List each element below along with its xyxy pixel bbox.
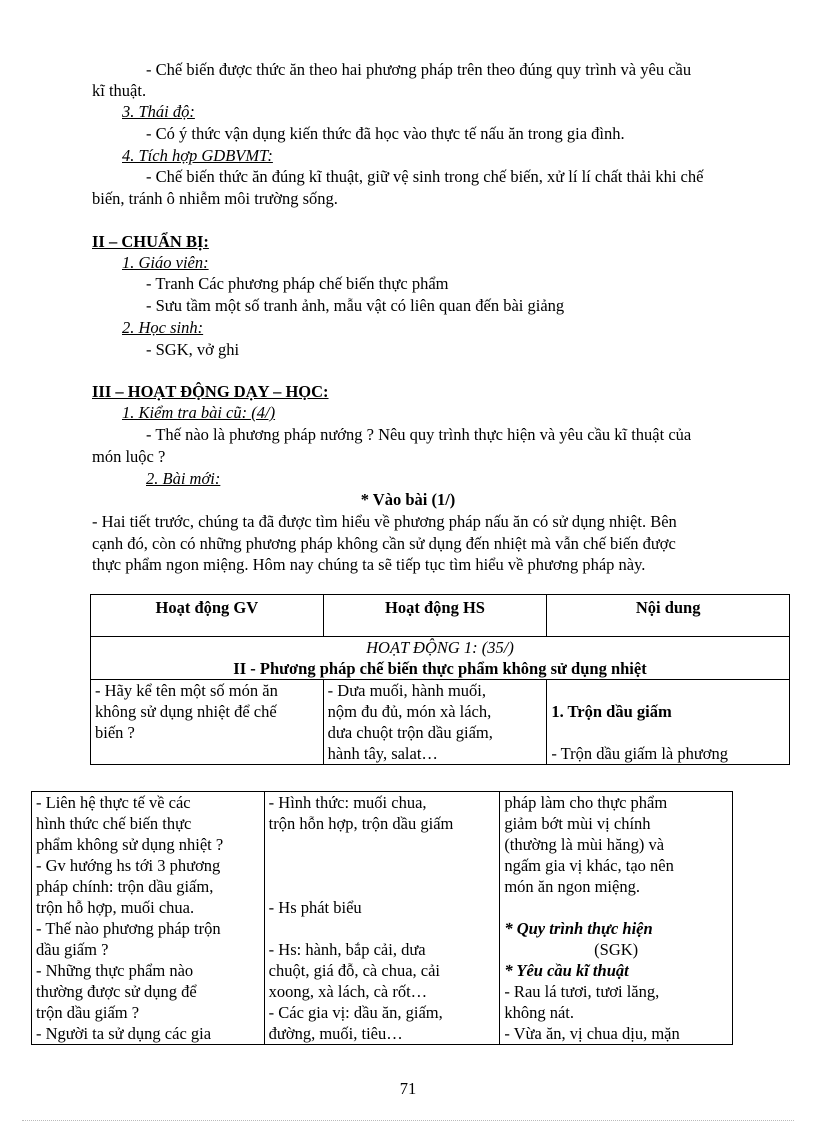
cell-line: - Hãy kể tên một số món ăn [95, 681, 278, 700]
cell-line: (thường là mùi hăng) và [504, 835, 665, 854]
cell-line: - Những thực phẩm nào [36, 961, 194, 980]
activity-title: HOẠT ĐỘNG 1: (35/) [366, 638, 514, 657]
cell-line: - Hs phát biểu [268, 898, 362, 917]
lesson-table-2 [31, 791, 733, 1045]
cell-line: - Rau lá tươi, tươi lăng, [504, 982, 660, 1001]
cell-line: trộn dầu giấm ? [36, 1003, 140, 1022]
lesson-table-1 [90, 594, 790, 765]
subheading-new-lesson: 2. Bài mới: [146, 469, 221, 488]
cell-line: pháp làm cho thực phẩm [504, 793, 668, 812]
cell-line: - Vừa ăn, vị chua dịu, mặn [504, 1024, 680, 1043]
subheading-student: 2. Học sinh: [122, 318, 204, 337]
text-line: - Chế biến được thức ăn theo hai phương pháp trên theo đúng quy trình và yêu cầu [146, 60, 692, 79]
cell-line: - Liên hệ thực tế về các [36, 793, 191, 812]
activity-header-cell [91, 637, 790, 680]
cell-line: dầu giấm ? [36, 940, 109, 959]
intro-heading: * Vào bài (1/) [360, 490, 456, 509]
cell-line: - Gv hướng hs tới 3 phương [36, 856, 221, 875]
text-line: - Có ý thức vận dụng kiến thức đã học vào thực tế nấu ăn trong gia đình. [146, 124, 625, 143]
activity-subtitle: II - Phương pháp chế biến thực phẩm không sử dụng nhiệt [233, 659, 647, 678]
subheading-review: 1. Kiểm tra bài cũ: (4/) [122, 403, 276, 422]
cell-line: dưa chuột trộn dầu giấm, [327, 723, 493, 742]
subheading-attitude: 3. Thái độ: [122, 102, 195, 121]
cell-line: ngấm gia vị khác, tạo nên [504, 856, 674, 875]
text-line: - Thế nào là phương pháp nướng ? Nêu quy trình thực hiện và yêu cầu kĩ thuật của [146, 425, 692, 444]
content-cell [547, 680, 790, 765]
page-number: 71 [399, 1079, 417, 1098]
text-line: kĩ thuật. [92, 81, 147, 100]
cell-line: - Người ta sử dụng các gia [36, 1024, 212, 1043]
cell-line: - Hs: hành, bắp cải, dưa [268, 940, 426, 959]
cell-line: pháp chính: trộn dầu giấm, [36, 877, 214, 896]
header-teacher-activity: Hoạt động GV [91, 595, 324, 637]
cell-line: món ăn ngon miệng. [504, 877, 640, 896]
subheading-integration: 4. Tích hợp GDBVMT: [122, 146, 273, 165]
cell-line: biến ? [95, 723, 135, 742]
student-cell [264, 792, 500, 1045]
text-line: - Sưu tầm một số tranh ảnh, mẫu vật có liên quan đến bài giảng [146, 296, 565, 315]
process-heading: * Quy trình thực hiện [504, 919, 653, 938]
cell-line: - Trộn dầu giấm là phương [551, 744, 729, 763]
cell-line: - Dưa muối, hành muối, [327, 681, 486, 700]
text-line: - Chế biến thức ăn đúng kĩ thuật, giữ vệ sinh trong chế biến, xử lí lí chất thải khi chế [146, 167, 704, 186]
cell-line: nộm đu đủ, món xà lách, [327, 702, 492, 721]
cell-line: hình thức chế biến thực [36, 814, 192, 833]
cell-line: trộn hỗ hợp, muối chua. [36, 898, 195, 917]
footer-divider [22, 1120, 794, 1121]
content-title: 1. Trộn dầu giấm [551, 702, 672, 721]
cell-line: - Thế nào phương pháp trộn [36, 919, 221, 938]
cell-line: chuột, giá đỗ, cà chua, cải [268, 961, 440, 980]
text-line: thực phẩm ngon miệng. Hôm nay chúng ta sẽ tiếp tục tìm hiểu về phương pháp này. [92, 555, 646, 574]
cell-line: không nát. [504, 1003, 574, 1022]
student-cell [323, 680, 547, 765]
text-line: biến, tránh ô nhiễm môi trường sống. [92, 189, 338, 208]
cell-line: thường được sử dụng để [36, 982, 197, 1001]
cell-line: đường, muối, tiêu… [268, 1024, 403, 1043]
requirement-heading: * Yêu cầu kĩ thuật [504, 961, 629, 980]
cell-line: (SGK) [594, 940, 639, 959]
content-cell [500, 792, 733, 1045]
cell-line: trộn hỗn hợp, trộn dầu giấm [268, 814, 454, 833]
cell-line: giảm bớt mùi vị chính [504, 814, 651, 833]
cell-line: không sử dụng nhiệt để chế [95, 702, 277, 721]
text-line: cạnh đó, còn có những phương pháp không cần sử dụng đến nhiệt mà vẫn chế biến được [92, 534, 676, 553]
header-student-activity: Hoạt động HS [323, 595, 547, 637]
cell-line: - Các gia vị: dầu ăn, giấm, [268, 1003, 443, 1022]
section-title-preparation: II – CHUẨN BỊ: [92, 232, 209, 251]
cell-line: hành tây, salat… [327, 744, 438, 763]
subheading-teacher: 1. Giáo viên: [122, 253, 209, 272]
text-line: - SGK, vở ghi [146, 340, 240, 359]
text-line: món luộc ? [92, 447, 166, 466]
text-line: - Hai tiết trước, chúng ta đã được tìm hiểu về phương pháp nấu ăn có sử dụng nhiệt. Bên [92, 512, 677, 531]
cell-line: phẩm không sử dụng nhiệt ? [36, 835, 224, 854]
teacher-cell [32, 792, 265, 1045]
section-title-activities: III – HOẠT ĐỘNG DẠY – HỌC: [92, 382, 329, 401]
cell-line: xoong, xà lách, cà rốt… [268, 982, 428, 1001]
header-content: Nội dung [547, 595, 790, 637]
teacher-cell [91, 680, 324, 765]
cell-line: - Hình thức: muối chua, [268, 793, 427, 812]
text-line: - Tranh Các phương pháp chế biến thực phẩm [146, 274, 449, 293]
